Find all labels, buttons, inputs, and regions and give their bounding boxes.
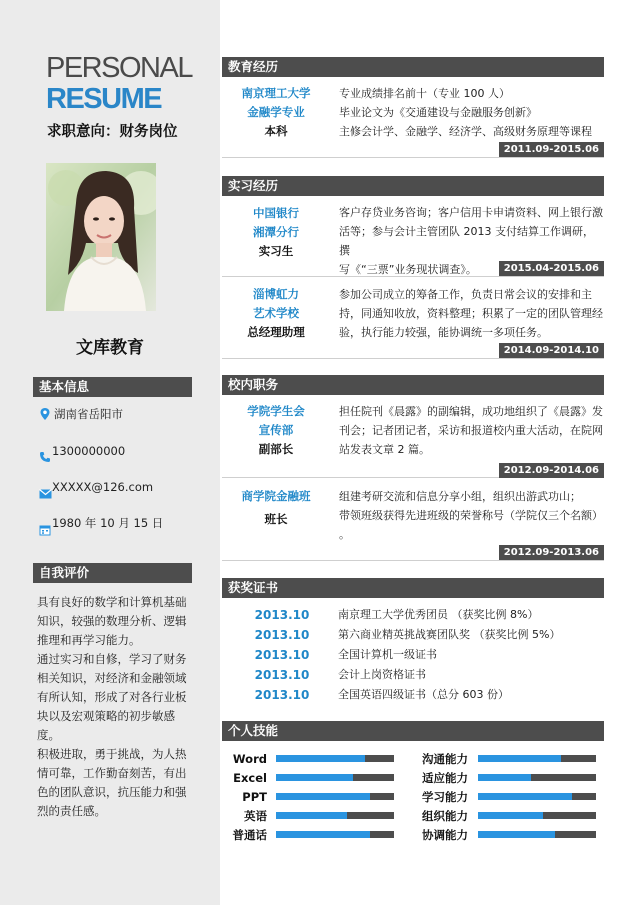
skill-row	[222, 769, 412, 787]
detail-line: 写《“三票”业务现状调查》。	[339, 263, 477, 276]
skill-row	[408, 750, 598, 768]
resume-title-resume: RESUME	[46, 83, 162, 115]
candidate-name: 文库教育	[76, 338, 144, 358]
campus-details	[339, 487, 603, 544]
location-text: 湖南省岳阳市	[54, 407, 123, 421]
award-text: 南京理工大学优秀团员 （获奖比例 8%）	[338, 608, 539, 621]
award-row	[222, 645, 604, 665]
skill-row	[408, 826, 598, 844]
detail-line: 。	[339, 528, 350, 541]
skill-name: Excel	[233, 771, 267, 785]
skill-bar	[478, 774, 596, 781]
education-entry	[222, 84, 604, 158]
campus-org	[228, 487, 324, 529]
divider-line	[222, 358, 604, 359]
left-sidebar	[0, 0, 220, 905]
degree: 本科	[264, 124, 288, 138]
education-date: 2011.09-2015.06	[499, 142, 604, 157]
detail-line: 担任院刊《晨露》的副编辑，成功地组织了《晨露》发	[339, 405, 603, 418]
skill-name: PPT	[242, 790, 267, 804]
organization-name: 学院学生会	[247, 404, 305, 418]
skill-row	[222, 750, 412, 768]
skills-heading: 个人技能	[222, 721, 604, 741]
email-row	[38, 476, 153, 498]
skill-name: 组织能力	[422, 809, 468, 823]
birthdate-text: 1980 年 10 月 15 日	[52, 516, 164, 530]
education-detail-line: 毕业论文为《交通建设与金融服务创新》	[339, 106, 537, 119]
education-org	[228, 84, 324, 141]
detail-line: 活等；参与会计主管团队 2013 支付结算工作调研，撰	[339, 225, 594, 257]
skill-bar-fill	[276, 755, 365, 762]
education-detail-line: 主修会计学、金融学、经济学、高级财务原理等课程	[339, 125, 592, 138]
award-text: 全国计算机一级证书	[338, 648, 437, 661]
skill-bar-fill	[478, 774, 531, 781]
skill-name: Word	[232, 752, 267, 766]
skill-row	[222, 807, 412, 825]
internship-entry	[222, 284, 604, 359]
divider-line	[222, 276, 604, 277]
internship-org	[228, 285, 324, 342]
skill-bar-fill	[276, 774, 353, 781]
detail-line: 参加公司成立的筹备工作，负责日常会议的安排和主	[339, 288, 592, 301]
internship-heading: 实习经历	[222, 176, 604, 196]
award-text: 全国英语四级证书（总分 603 份）	[338, 688, 509, 701]
self-eval-paragraph: 积极进取，勇于挑战，为人热情可靠，工作勤奋刻苦，有出色的团队意识，抗压能力和强烈的责任感。	[37, 747, 187, 818]
self-eval-paragraph: 具有良好的数学和计算机基础知识，较强的数理分析、逻辑推理和再学习能力。	[37, 595, 187, 647]
basic-info-heading: 基本信息	[33, 377, 192, 397]
company-branch: 艺术学校	[253, 306, 299, 320]
position-title: 副部长	[258, 442, 294, 456]
detail-line: 刊会；记者团记者，采访和报道校内重大活动，在院网	[339, 424, 603, 437]
location-row	[38, 403, 123, 425]
resume-title-personal: PERSONAL	[46, 52, 192, 84]
skill-bar	[478, 755, 596, 762]
detail-line: 组建考研交流和信息分享小组，组织出游武功山；	[339, 490, 581, 503]
company-branch: 湘潭分行	[253, 225, 299, 239]
phone-row	[38, 440, 125, 462]
internship-details	[339, 285, 603, 342]
phone-icon	[39, 451, 51, 463]
self-eval-heading: 自我评价	[33, 563, 192, 583]
detail-line: 站发表文章 2 篇。	[339, 443, 430, 456]
skill-bar-fill	[276, 831, 370, 838]
self-eval-text	[37, 593, 189, 821]
internship-entry	[222, 202, 604, 277]
skill-bar	[276, 755, 394, 762]
skill-bar-fill	[276, 793, 370, 800]
skill-name: 普通话	[232, 828, 267, 842]
internship-date: 2014.09-2014.10	[499, 343, 604, 358]
company-name: 中国银行	[253, 206, 299, 220]
skill-row	[408, 769, 598, 787]
skill-name: 学习能力	[422, 790, 468, 804]
job-role: 实习生	[258, 244, 294, 258]
email-envelope-icon	[39, 489, 52, 499]
school-name: 南京理工大学	[241, 86, 311, 100]
company-name: 淄博虹力	[253, 287, 299, 301]
campus-entry	[222, 402, 604, 478]
skill-bar-fill	[478, 831, 555, 838]
award-text: 会计上岗资格证书	[338, 668, 426, 681]
award-date: 2013.10	[254, 628, 310, 642]
phone-text: 1300000000	[52, 444, 126, 458]
birthdate-row	[38, 512, 163, 534]
detail-line: 验，执行能力较强，能协调统一多项任务。	[339, 326, 548, 339]
internship-org	[228, 204, 324, 261]
award-date: 2013.10	[254, 608, 310, 622]
detail-line: 带领班级获得先进班级的荣誉称号（学院仅三个名额）	[339, 509, 603, 522]
award-date: 2013.10	[254, 668, 310, 682]
major-name: 金融学专业	[247, 105, 305, 119]
detail-line: 持，同通知收放，资料整理；积累了一定的团队管理经	[339, 307, 603, 320]
internship-date: 2015.04-2015.06	[499, 261, 604, 276]
award-row	[222, 685, 604, 705]
award-date: 2013.10	[254, 688, 310, 702]
calendar-icon	[39, 524, 51, 536]
skill-bar	[276, 812, 394, 819]
campus-details	[339, 402, 603, 459]
location-pin-icon	[38, 407, 52, 421]
skill-bar-fill	[478, 812, 543, 819]
education-heading: 教育经历	[222, 57, 604, 77]
skill-row	[222, 788, 412, 806]
skill-bar	[478, 793, 596, 800]
position-title: 班长	[264, 512, 288, 526]
award-text: 第六商业精英挑战赛团队奖 （获奖比例 5%）	[338, 628, 561, 641]
skill-name: 协调能力	[422, 828, 468, 842]
organization-name: 商学院金融班	[241, 489, 311, 503]
profile-photo	[46, 163, 156, 311]
campus-date: 2012.09-2013.06	[499, 545, 604, 560]
education-details	[339, 84, 592, 141]
skill-bar	[478, 831, 596, 838]
award-row	[222, 605, 604, 625]
award-date: 2013.10	[254, 648, 310, 662]
skill-bar	[276, 831, 394, 838]
skill-row	[222, 826, 412, 844]
skill-name: 适应能力	[422, 771, 468, 785]
skill-bar	[276, 774, 394, 781]
job-objective: 求职意向：财务岗位	[47, 124, 178, 140]
skill-bar-fill	[276, 812, 347, 819]
campus-entry	[222, 487, 604, 561]
campus-heading: 校内职务	[222, 375, 604, 395]
skill-bar	[276, 793, 394, 800]
job-role: 总经理助理	[247, 325, 305, 339]
skill-name: 沟通能力	[422, 752, 468, 766]
campus-org	[228, 402, 324, 459]
divider-line	[222, 157, 604, 158]
divider-line	[222, 560, 604, 561]
skill-name: 英语	[244, 809, 267, 823]
education-detail-line: 专业成绩排名前十（专业 100 人）	[339, 87, 510, 100]
self-eval-paragraph: 通过实习和自修，学习了财务相关知识，对经济和金融领域有所认知，形成了对各行业板块以及宏观策略的初步敏感度。	[37, 652, 187, 742]
skill-bar	[478, 812, 596, 819]
skill-row	[408, 807, 598, 825]
skill-bar-fill	[478, 793, 572, 800]
award-row	[222, 625, 604, 645]
detail-line: 客户存贷业务咨询；客户信用卡申请资料、网上银行激	[339, 206, 603, 219]
department-name: 宣传部	[258, 423, 294, 437]
awards-heading: 获奖证书	[222, 578, 604, 598]
skill-bar-fill	[478, 755, 561, 762]
email-text: XXXXX@126.com	[52, 480, 154, 494]
campus-date: 2012.09-2014.06	[499, 463, 604, 478]
skill-row	[408, 788, 598, 806]
award-row	[222, 665, 604, 685]
